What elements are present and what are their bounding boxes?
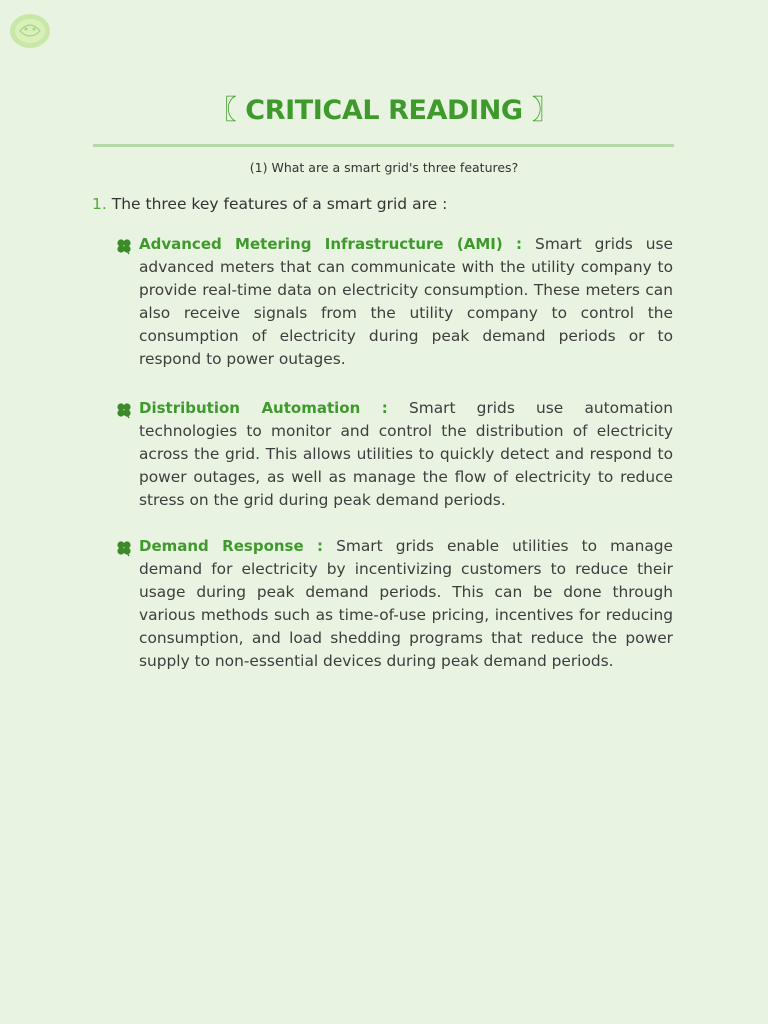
question-text: (1) What are a smart grid's three features? [249, 160, 519, 175]
answer-intro [92, 195, 447, 213]
answer-intro-text: The three key features of a smart grid are : [111, 195, 448, 213]
feature-item-demand-response [139, 535, 673, 672]
title-bracket-right: 〗 [531, 95, 559, 126]
answer-number: 1. [92, 195, 107, 213]
feature-item-ami [139, 233, 673, 370]
feature-term: Advanced Metering Infrastructure (AMI) : [139, 235, 523, 253]
logo-icon [8, 11, 52, 51]
feature-term: Demand Response : [139, 537, 324, 555]
clover-icon [115, 237, 133, 255]
feature-term: Distribution Automation : [139, 399, 388, 417]
title-divider [93, 144, 674, 147]
feature-item-distribution-automation [139, 397, 673, 512]
feature-description: Smart grids use advanced meters that can communicate with the utility company to provide real-time data on electricity consumption. These meters can also receive signals from the utility company to control the consumption of electricity during peak demand periods or to respond to power outages. [139, 235, 673, 368]
title-text: CRITICAL READING [245, 95, 523, 126]
title-bracket-left: 〖 [209, 95, 237, 126]
feature-description: Smart grids enable utilities to manage demand for electricity by incentivizing customers to reduce their usage during peak demand periods. This can be done through various methods such as time-of-use pricing, incentives for reducing consumption, and load shedding programs that reduce the power supply to non-essential devices during peak demand periods. [139, 537, 673, 670]
page-title [0, 88, 768, 127]
feature-description: Smart grids use automation technologies to monitor and control the distribution of electricity across the grid. This allows utilities to quickly detect and respond to power outages, as well as manage the flow of electricity to reduce stress on the grid during peak demand periods. [139, 399, 673, 509]
clover-icon [115, 401, 133, 419]
clover-icon [115, 539, 133, 557]
